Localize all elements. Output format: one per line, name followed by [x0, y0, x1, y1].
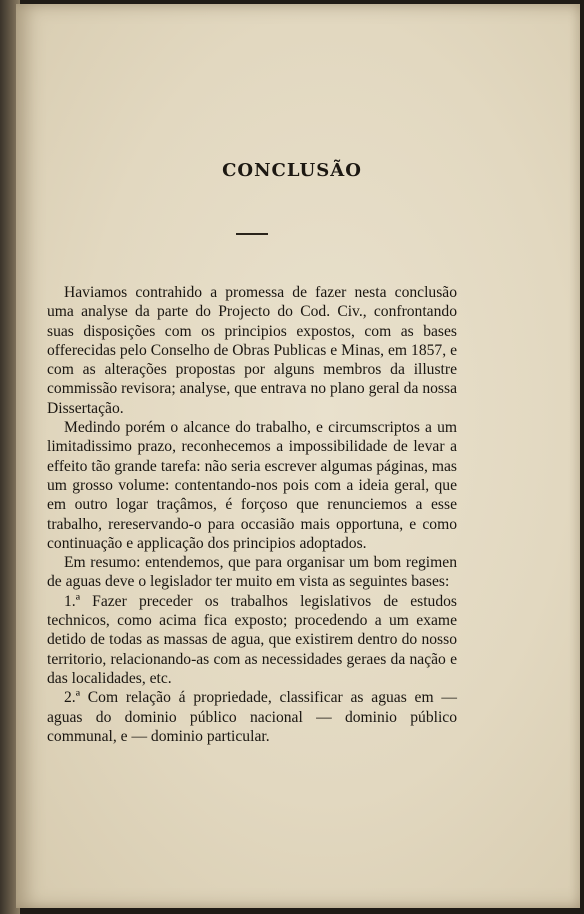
- paragraph: Medindo porém o alcance do trabalho, e circumscriptos a um limitadissimo prazo, reconhecemos a impossibilidade de levar a effeito tão grande tarefa: não seria escrever algumas páginas, mas um grosso volume: contentando-nos pois com a ideia geral, que em outro logar traçâmos, é forçoso que renunciemos a esse trabalho, rereservando-o para occasião mais opportuna, e como continuação e applicação dos principios adoptados.: [47, 419, 457, 552]
- paragraph: 2.ª Com relação á propriedade, classificar as aguas em — aguas do dominio público nacional — dominio público communal, e — dominio particular.: [47, 689, 457, 745]
- page-title: CONCLUSÃO: [222, 160, 362, 181]
- paragraph: 1.ª Fazer preceder os trabalhos legislativos de estudos technicos, como acima fica exposto; procedendo a um exame detido de todas as massas de agua, que existirem dentro do nosso territorio, relacionando-as com as necessidades geraes da nação e das localidades, etc.: [47, 592, 457, 687]
- paragraph: Em resumo: entendemos, que para organisar um bom regimen de aguas deve o legislador ter muito em vista as seguintes bases:: [47, 554, 457, 591]
- paragraph: Haviamos contrahido a promessa de fazer nesta conclusão uma analyse da parte do Projecto do Cod. Civ., confrontando suas disposições com os principios expostos, com as bases offerecidas pelo Conselho de Obras Publicas e Minas, em 1857, e com as alterações propostas por alguns membros da illustre commissão revisora; analyse, que entrava no plano geral da nossa Dissertação.: [47, 284, 457, 417]
- body-text: [47, 283, 457, 746]
- title-divider: [236, 233, 268, 235]
